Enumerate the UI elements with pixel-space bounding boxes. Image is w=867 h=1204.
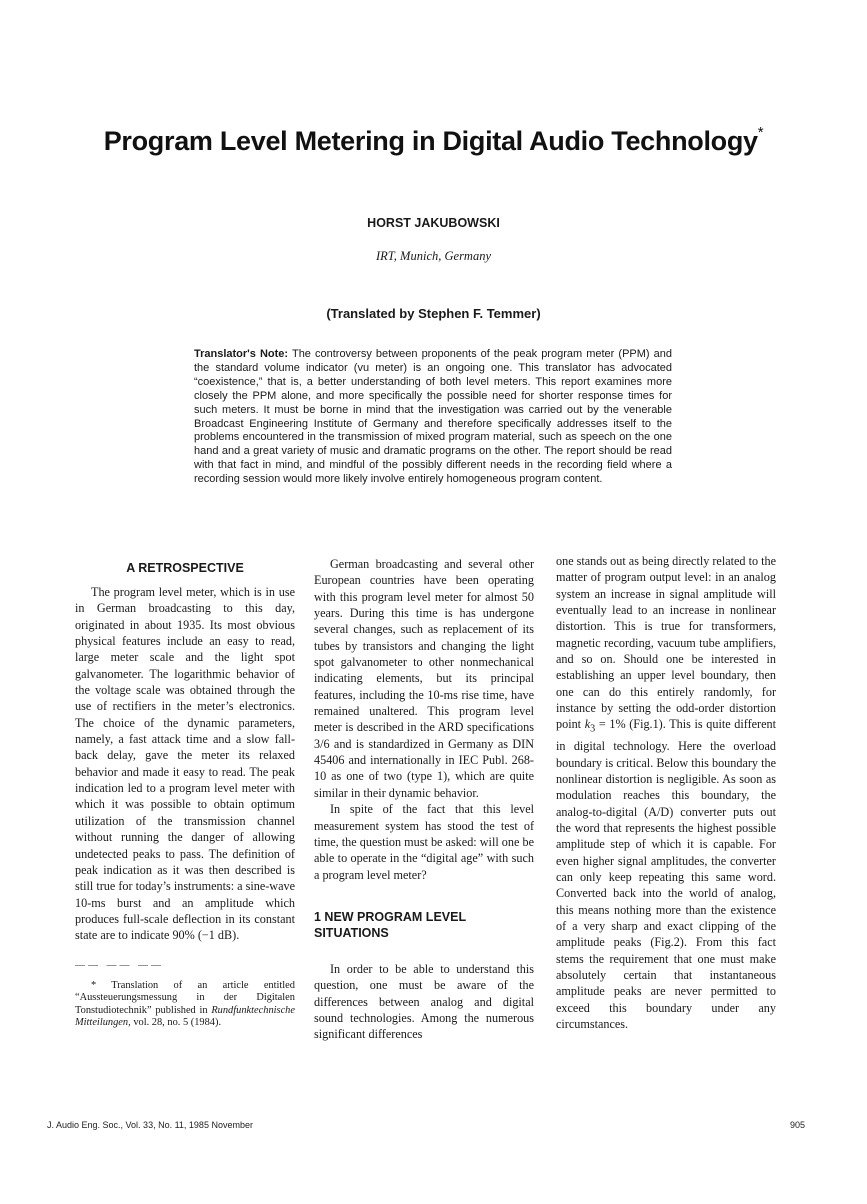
column-2 — [314, 556, 534, 1043]
section-heading-retrospective: A RETROSPECTIVE — [126, 561, 244, 575]
paragraph-digital-age-question: In spite of the fact that this level measurement system has stood the test of time, the question must be asked: will one be able to operate in the “digital age” with such a program level meter? — [314, 802, 534, 882]
title-footnote-mark: * — [757, 124, 764, 141]
footnote — [75, 980, 295, 1030]
footnote-rule: —— —— —— — [75, 959, 164, 971]
distortion-symbol: k — [584, 717, 591, 732]
paragraph-overload-part-a: one stands out as being directly related to the matter of program output level: in an analog system an increase in signal amplitude will eventually lead to an increase in nonlinear distortion. This is true for transformers, magnetic recording, vacuum tube amplifiers, and so on. Should one be interested in establishing an upper level boundary, then one can do this entirely randomly, for instance by setting the odd-order distortion point — [556, 554, 776, 732]
footnote-citation: vol. 28, no. 5 (1984). — [133, 1017, 222, 1029]
column-3 — [556, 553, 776, 1032]
translator-credit: (Translated by Stephen F. Temmer) — [326, 306, 541, 321]
paragraph-overload-boundary — [556, 553, 776, 1032]
column-1 — [75, 556, 295, 1030]
distortion-subscript: 3 — [590, 723, 596, 735]
footnote-text: * Translation of an article entitled “Aussteuerungsmessung in der Digitalen Tonstudiotechnik” published in — [75, 979, 295, 1016]
footnote-journal: Rundfunktechnische Mitteilungen, — [75, 1004, 295, 1029]
page-number: 905 — [790, 1120, 806, 1130]
translator-note-label: Translator's Note: — [194, 348, 289, 360]
paragraph-differences: In order to be able to understand this question, one must be aware of the differences between analog and digital sound technologies. Among the numerous significant differences — [314, 961, 534, 1042]
paragraph-retrospective: The program level meter, which is in use in German broadcasting to this day, originated in about 1935. Its most obvious physical features include an easy to read, large meter scale and the light spot galvanometer. The logarithmic behavior of the voltage scale was obtained through the use of rectifiers in the meter’s electronics. The choice of the dynamic parameters, namely, a fast attack time and a slow fall-back delay, gave the meter its relaxed behavior and made it easy to read. The peak indication led to a program level meter with which it was possible to obtain optimum utilization of the transmission channel without running the danger of allowing undetected peaks to pass. The definition of peak indication as it was then described is still true for today’s instruments: a sine-wave 10-ms burst and an amplitude which produces full-scale deflection in its constant state are to indicate 90% (−1 dB). — [75, 585, 296, 943]
paragraph-overload-part-b: = 1% (Fig.1). This is quite different in digital technology. Here the overload boundary is critical. Below this boundary the nonlinear distortion is negligible. As soon as modulation reaches this boundary, the analog-to-digital (A/D) converter puts out the word that represents the highest possible amplitude step of which it is capable. For even higher signal amplitudes, the converter can only keep repeating this same word. Converted back into the world of analog, this means nothing more than the existence of a very sharp and exact clipping of the amplitude peaks (Fig.2). From this fact stems the requirement that one must make absolutely certain that instantaneous amplitude peaks are never permitted to exceed this boundary under any circumstances. — [556, 717, 777, 1032]
section-heading-new-situations: 1 NEW PROGRAM LEVEL SITUATIONS — [314, 909, 466, 940]
author-affiliation: IRT, Munich, Germany — [375, 249, 492, 263]
journal-citation-footer: J. Audio Eng. Soc., Vol. 33, No. 11, 1985 November — [47, 1120, 253, 1130]
article-title — [60, 126, 807, 157]
translator-note-text: The controversy between proponents of the peak program meter (PPM) and the standard volume indicator (vu meter) is an ongoing one. This translator has advocated “coexistence,” that is, a better understanding of both level meters. This report examines more closely the PPM alone, and more specifically the possible need for shorter response times for such meters. It must be borne in mind that the investigation was carried out by the venerable Broadcast Engineering Institute of Germany and therefore specifically addresses itself to the problems encountered in the transmission of mixed program material, such as speech on the one hand and a great variety of music and dramatic programs on the other. The report should be read with that fact in mind, and mindful of the possibly different needs in the recording field where a recording session would more likely involve entirely homogeneous program content. — [194, 348, 672, 486]
paragraph-german-broadcasting: German broadcasting and several other European countries have been operating with this program level meter for almost 50 years. During this time is has undergone several changes, such as replacement of its tubes by transistors and changing the light spot galvanometer to other nonmechanical indicating elements, but its principal features, including the 10-ms rise time, have remained unaltered. This program level meter is described in the ARD specifications 3/6 and is standardized in Germany as DIN 45406 and internationally in IEC Publ. 268-10 as one of two (type 1), which are quite similar in their dynamic behavior. — [314, 557, 534, 800]
translator-note — [194, 348, 672, 487]
title-text: Program Level Metering in Digital Audio Technology — [103, 126, 758, 156]
author-name: HORST JAKUBOWSKI — [367, 216, 500, 230]
